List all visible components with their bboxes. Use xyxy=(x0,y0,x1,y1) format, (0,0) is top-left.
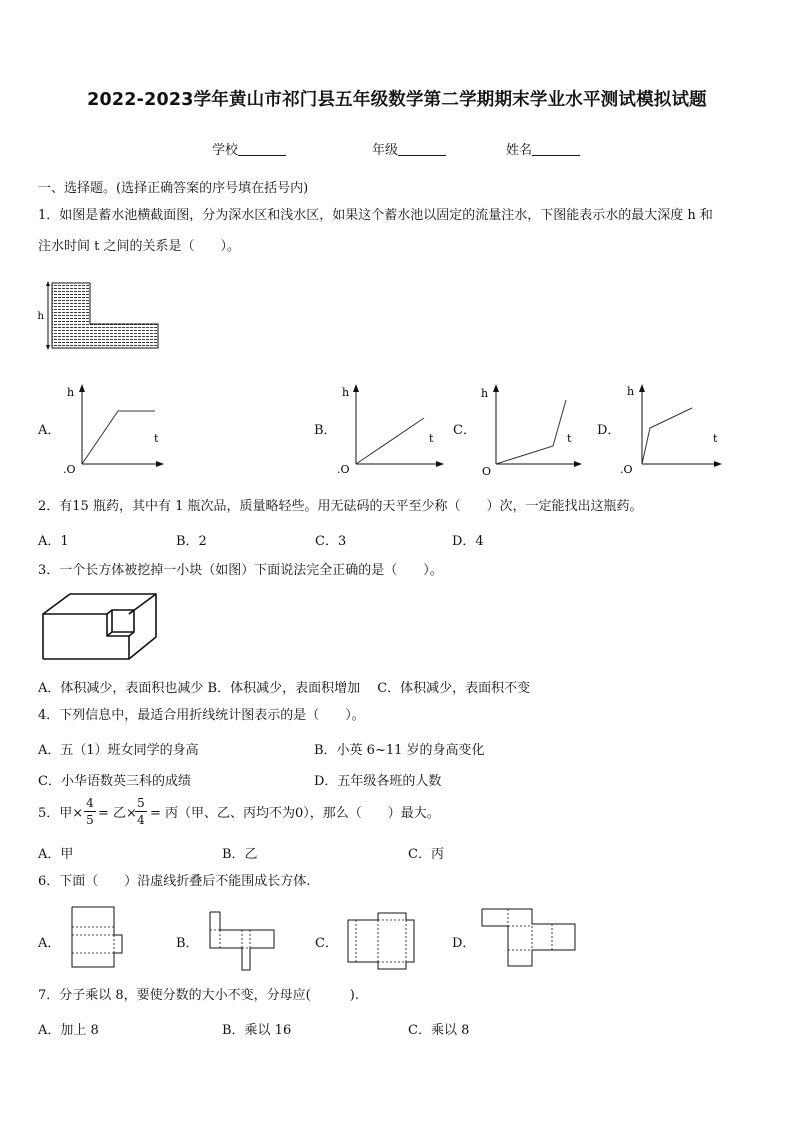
graph-b-origin: .O xyxy=(337,463,350,476)
graph-a-h: h xyxy=(67,386,75,399)
graph-c-origin: O xyxy=(482,465,492,478)
graph-a-t: t xyxy=(154,432,159,445)
q4-option-a[interactable]: A．五（1）班女同学的身高 xyxy=(38,743,199,758)
q5-prefix: 5．甲× xyxy=(38,806,84,821)
q1-option-c-label[interactable]: C． xyxy=(453,423,476,438)
q5-f2-denominator: 4 xyxy=(135,811,147,828)
q2-option-a[interactable]: A．1 xyxy=(38,534,69,549)
q1-option-d-label[interactable]: D． xyxy=(597,423,621,438)
q4-option-b[interactable]: B．小英 6~11 岁的身高变化 xyxy=(314,743,485,758)
q5-f2-numerator: 5 xyxy=(137,796,145,810)
q1-line2: 注水时间 t 之间的关系是（ ）。 xyxy=(38,239,240,254)
q1-graph-b[interactable] xyxy=(336,380,446,480)
q1-line1: 1．如图是蓄水池横截面图，分为深水区和浅水区，如果这个蓄水池以固定的流量注水，下图能表示水的最大深度 h 和 xyxy=(38,208,713,223)
section-heading: 一、选择题。(选择正确答案的序号填在括号内) xyxy=(38,181,309,196)
q6-text: 6．下面（ ）沿虚线折叠后不能围成长方体. xyxy=(38,874,311,889)
cuboid-with-cutout-figure xyxy=(40,590,160,662)
q5-f1-denominator: 5 xyxy=(84,811,96,828)
graph-c-t: t xyxy=(567,432,572,445)
q6-option-a-label[interactable]: A． xyxy=(38,936,61,951)
q6-net-d[interactable] xyxy=(480,906,580,968)
page-title: 2022-2023学年黄山市祁门县五年级数学第二学期期末学业水平测试模拟试题 xyxy=(87,90,707,110)
grade-label: 年级 xyxy=(372,143,399,158)
graph-a-origin: .O xyxy=(63,463,76,476)
q4-text: 4．下列信息中，最适合用折线统计图表示的是（ ）。 xyxy=(38,708,365,723)
q1-option-a-label[interactable]: A． xyxy=(38,423,61,438)
q4-option-c[interactable]: C．小华语数英三科的成绩 xyxy=(38,774,191,789)
graph-c-h: h xyxy=(481,387,489,400)
q6-net-c[interactable] xyxy=(344,910,416,972)
name-blank[interactable] xyxy=(532,142,580,156)
graph-b-h: h xyxy=(342,386,350,399)
q2-option-c[interactable]: C．3 xyxy=(315,534,347,549)
q5-option-a[interactable]: A．甲 xyxy=(38,847,74,862)
name-label: 姓名 xyxy=(506,143,533,158)
grade-blank[interactable] xyxy=(398,142,446,156)
q6-option-b-label[interactable]: B． xyxy=(176,936,199,951)
q3-text: 3．一个长方体被挖掉一小块（如图）下面说法完全正确的是（ ）。 xyxy=(38,563,443,578)
graph-d-h: h xyxy=(627,385,635,398)
school-label: 学校 xyxy=(212,143,239,158)
q1-graph-d[interactable] xyxy=(620,380,730,480)
q5-middle: = 乙× xyxy=(98,806,137,821)
school-blank[interactable] xyxy=(238,142,286,156)
q6-net-b[interactable] xyxy=(206,908,278,972)
graph-b-t: t xyxy=(429,432,434,445)
q7-option-c[interactable]: C．乘以 8 xyxy=(408,1023,470,1038)
q1-option-b-label[interactable]: B． xyxy=(314,423,337,438)
pool-cross-section-figure xyxy=(38,278,163,358)
q5-suffix: = 丙（甲、乙、丙均不为0），那么（ ）最大。 xyxy=(150,806,440,821)
q2-text: 2．有15 瓶药，其中有 1 瓶次品，质量略轻些。用无砝码的天平至少称（ ）次，一定能找出这瓶药。 xyxy=(38,499,643,514)
q7-option-b[interactable]: B．乘以 16 xyxy=(222,1023,292,1038)
q1-graph-a[interactable] xyxy=(60,380,170,480)
q6-option-c-label[interactable]: C． xyxy=(315,936,338,951)
q5-option-b[interactable]: B．乙 xyxy=(222,847,258,862)
q3-options[interactable]: A．体积减少，表面积也减少 B．体积减少，表面积增加 C．体积减少，表面积不变 xyxy=(38,681,531,696)
name-field[interactable] xyxy=(506,139,580,158)
q1-graph-c[interactable] xyxy=(478,380,588,480)
q5-option-c[interactable]: C．丙 xyxy=(408,847,444,862)
q5-f1-numerator: 4 xyxy=(86,796,94,810)
q5-fraction-1 xyxy=(84,795,96,828)
q2-option-d[interactable]: D．4 xyxy=(452,534,484,549)
q6-option-d-label[interactable]: D． xyxy=(452,936,476,951)
q7-text: 7．分子乘以 8，要使分数的大小不变，分母应( ). xyxy=(38,988,359,1003)
graph-d-origin: .O xyxy=(620,463,633,476)
q6-net-a[interactable] xyxy=(66,905,126,969)
q5-fraction-2 xyxy=(135,795,147,828)
fig-h-label: h xyxy=(37,311,44,322)
q4-option-d[interactable]: D．五年级各班的人数 xyxy=(314,774,442,789)
q7-option-a[interactable]: A．加上 8 xyxy=(38,1023,99,1038)
graph-d-t: t xyxy=(713,432,718,445)
q2-option-b[interactable]: B．2 xyxy=(176,534,207,549)
grade-field[interactable] xyxy=(372,139,446,158)
school-field[interactable] xyxy=(212,139,286,158)
